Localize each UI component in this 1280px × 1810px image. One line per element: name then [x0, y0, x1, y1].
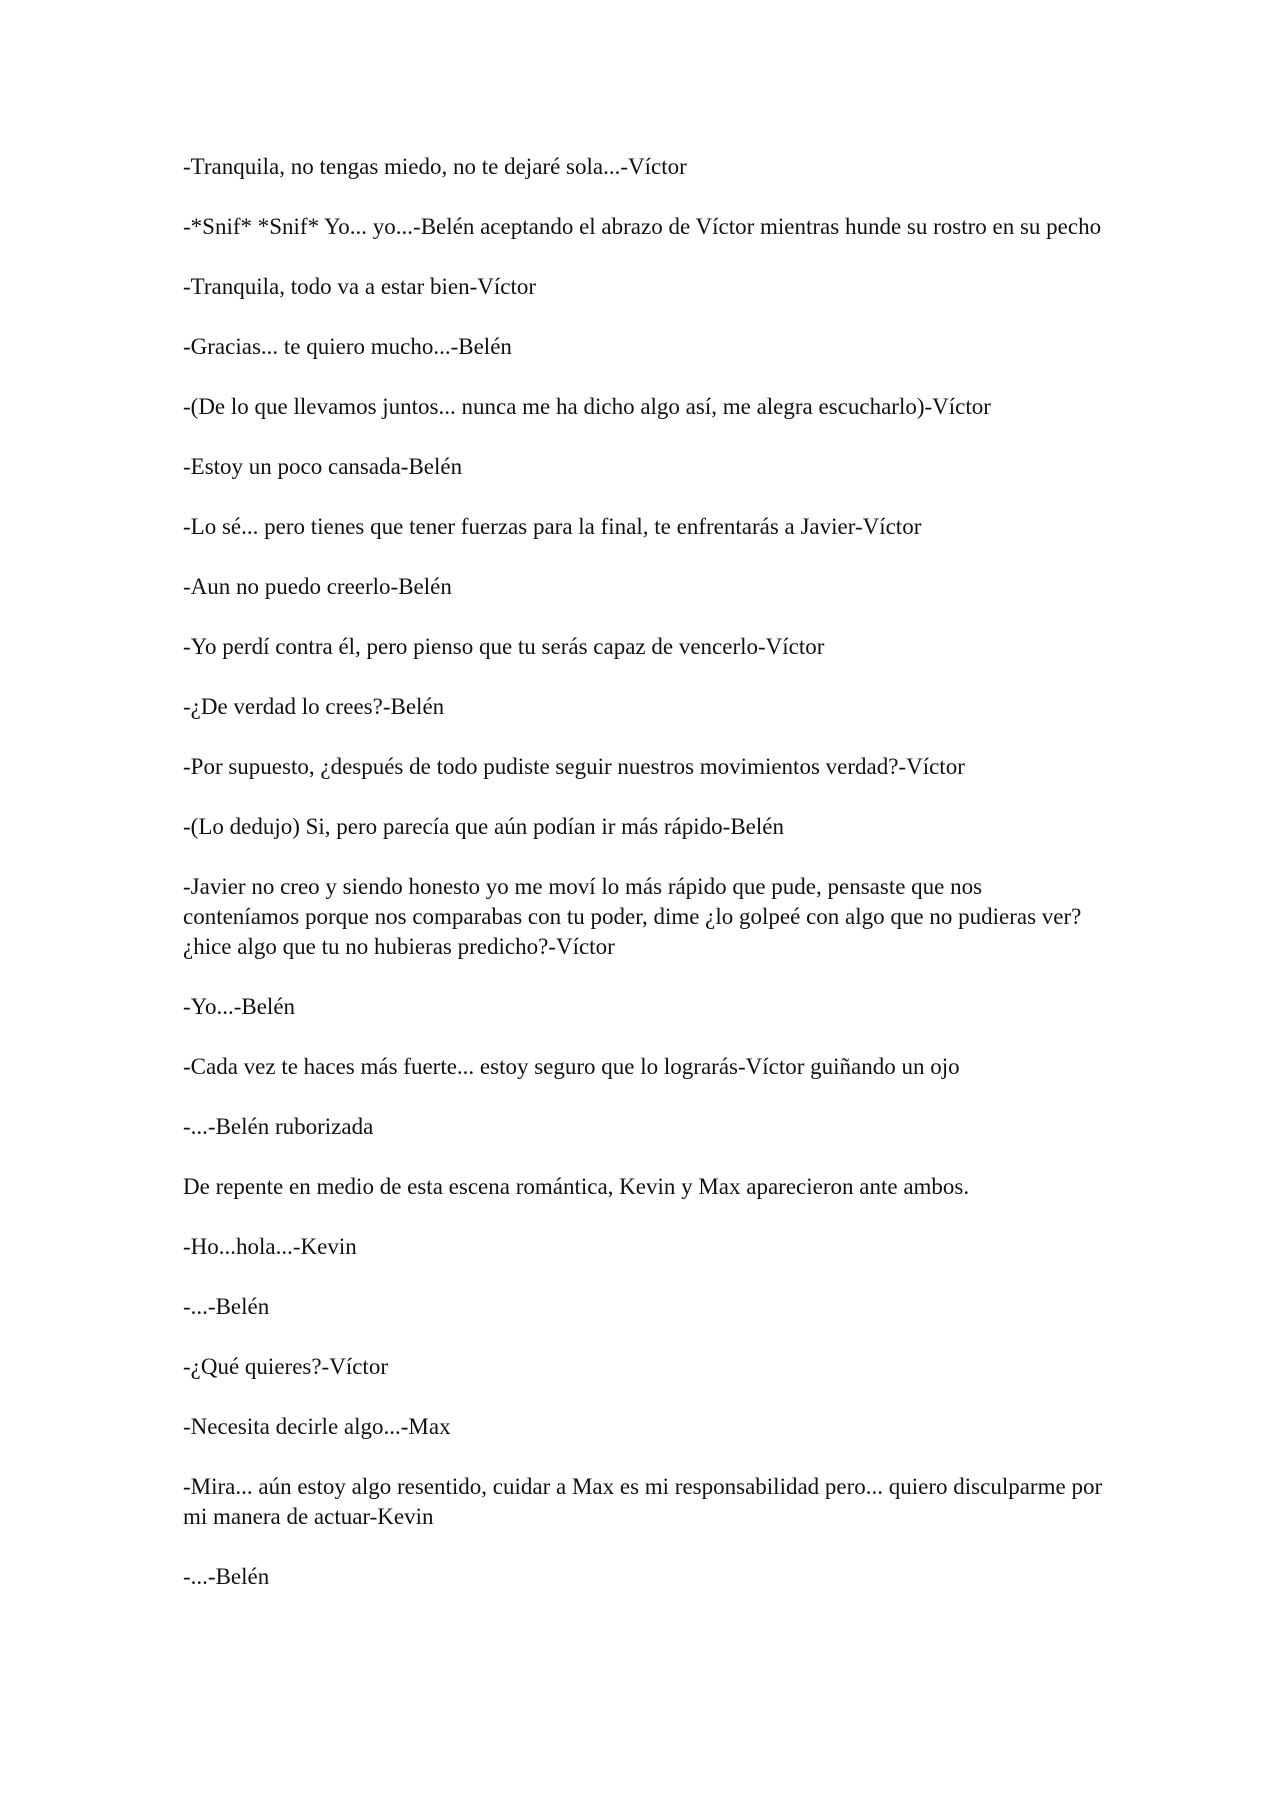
paragraph: -*Snif* *Snif* Yo... yo...-Belén aceptando el abrazo de Víctor mientras hunde su rostro en su pecho — [183, 214, 1102, 239]
paragraph: -Mira... aún estoy algo resentido, cuidar a Max es mi responsabilidad pero... quiero disculparme por mi manera de actuar-Kevin — [183, 1474, 1103, 1529]
paragraph: -Gracias... te quiero mucho...-Belén — [183, 334, 512, 359]
paragraph: -(Lo dedujo) Si, pero parecía que aún podían ir más rápido-Belén — [183, 814, 784, 839]
paragraph: -...-Belén — [183, 1564, 270, 1589]
paragraph: -Yo perdí contra él, pero pienso que tu serás capaz de vencerlo-Víctor — [183, 634, 825, 659]
paragraph: -Ho...hola...-Kevin — [183, 1234, 357, 1259]
paragraph: -Yo...-Belén — [183, 994, 296, 1019]
paragraph: -...-Belén ruborizada — [183, 1114, 374, 1139]
paragraph: -Por supuesto, ¿después de todo pudiste seguir nuestros movimientos verdad?-Víctor — [183, 754, 965, 779]
paragraph: -...-Belén — [183, 1294, 270, 1319]
paragraph: -Javier no creo y siendo honesto yo me moví lo más rápido que pude, pensaste que nos conteníamos porque nos comparabas con tu poder, dime ¿lo golpeé con algo que no pudieras ver? ¿hice algo que tu no hubieras predicho?-Víctor — [183, 874, 1082, 959]
document-page — [183, 152, 1103, 1622]
paragraph: -Cada vez te haces más fuerte... estoy seguro que lo lograrás-Víctor guiñando un ojo — [183, 1054, 960, 1079]
paragraph: -Tranquila, todo va a estar bien-Víctor — [183, 274, 536, 299]
paragraph: -Tranquila, no tengas miedo, no te dejaré sola...-Víctor — [183, 154, 687, 179]
paragraph: -Aun no puedo creerlo-Belén — [183, 574, 452, 599]
paragraph: -¿De verdad lo crees?-Belén — [183, 694, 445, 719]
paragraph: -Necesita decirle algo...-Max — [183, 1414, 451, 1439]
paragraph: -Lo sé... pero tienes que tener fuerzas para la final, te enfrentarás a Javier-Víctor — [183, 514, 922, 539]
paragraph: De repente en medio de esta escena romántica, Kevin y Max aparecieron ante ambos. — [183, 1174, 970, 1199]
paragraph: -Estoy un poco cansada-Belén — [183, 454, 463, 479]
paragraph: -¿Qué quieres?-Víctor — [183, 1354, 388, 1379]
paragraph: -(De lo que llevamos juntos... nunca me ha dicho algo así, me alegra escucharlo)-Víctor — [183, 394, 991, 419]
